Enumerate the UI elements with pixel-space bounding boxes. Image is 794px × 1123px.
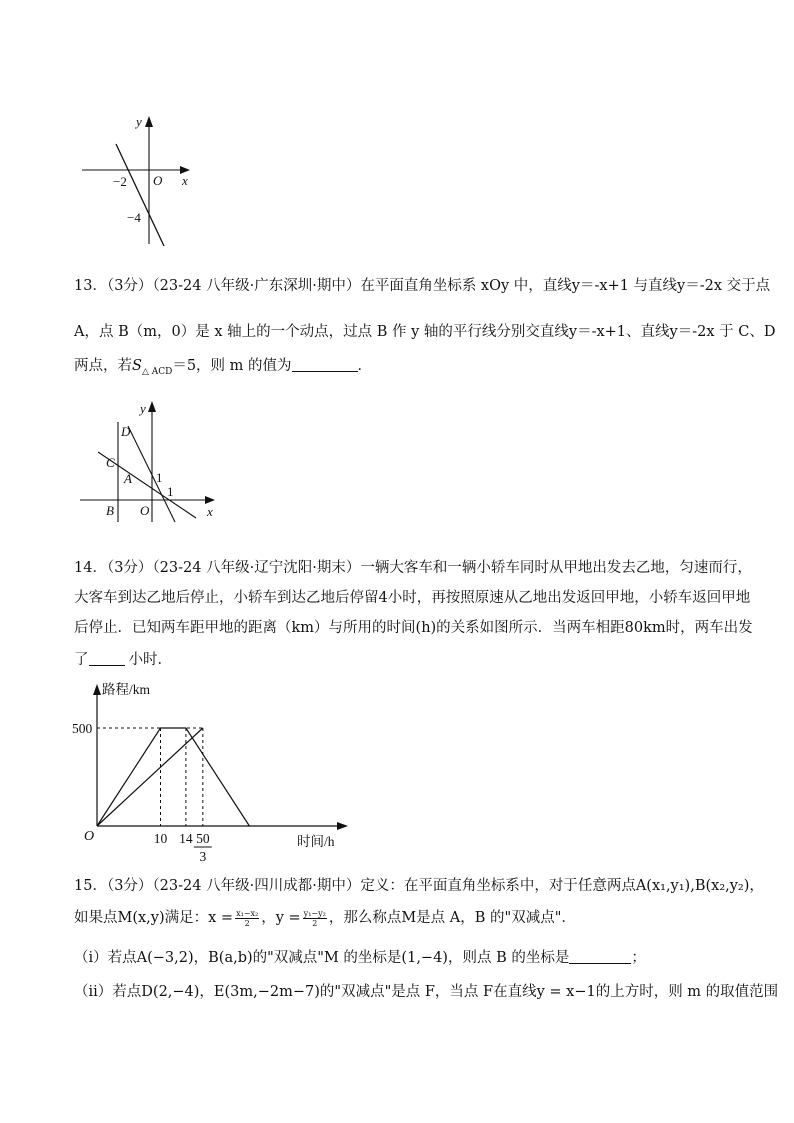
- q14-text-1: 一辆大客车和一辆小轿车同时从甲地出发去乙地，匀速而行，: [360, 560, 752, 576]
- x-tick-fraction-numerator: 50: [196, 831, 210, 846]
- y-label: y: [136, 114, 142, 129]
- x-tick-label-14: 14: [179, 831, 193, 846]
- x-axis-arrow-icon: [205, 496, 215, 504]
- q14-line-3: [74, 618, 753, 638]
- q15-part-1-label: （i）: [74, 950, 108, 966]
- x-tick-fraction-denominator: 3: [199, 849, 207, 864]
- figure-q14-chart: [66, 676, 366, 866]
- q15-part-1: [74, 948, 724, 968]
- q15-text-1: 定义：在平面直角坐标系中，对于任意两点A(x₁,y₁),B(x₂,y₂)，: [360, 878, 764, 894]
- x-axis-arrow-icon: [337, 822, 348, 830]
- q13-number: 13．（3分）: [74, 278, 153, 294]
- q15-number: 15．（3分）: [74, 878, 153, 894]
- q13-text-3-suffix: ．: [357, 358, 373, 374]
- y-axis-arrow-icon: [148, 401, 156, 412]
- q13-source: （23-24 八年级·广东深圳·期中）: [152, 278, 361, 294]
- x-one-label: 1: [167, 484, 174, 499]
- point-A-label: A: [124, 471, 132, 486]
- q15-line-1: [74, 876, 764, 896]
- q14-line-4: [74, 650, 724, 670]
- x-axis-label: 时间/h: [297, 834, 335, 849]
- q15-source: （23-24 八年级·四川成都·期中）: [152, 878, 361, 894]
- y-one-label: 1: [156, 470, 163, 485]
- q13-area-symbol: S: [132, 358, 142, 374]
- q13-text-1: 在平面直角坐标系 xOy 中，直线y＝-x+1 与直线y＝-2x 交于点: [360, 278, 771, 294]
- x-intercept-label: −2: [113, 174, 127, 189]
- origin-label: O: [84, 829, 95, 844]
- q14-text-3: 后停止．已知两车距甲地的距离（km）与所用的时间(h)的关系如图所示．当两车相距80km时，两车出发: [74, 620, 753, 636]
- q15-fraction-y: [303, 909, 327, 928]
- y-tick-label-500: 500: [72, 721, 93, 736]
- chart-series: [97, 728, 249, 826]
- fraction-x-numerator: x₁−x₂: [236, 908, 259, 918]
- q13-line-1: [74, 276, 771, 296]
- q14-text-4-suffix: 小时．: [128, 652, 172, 668]
- series-line-bus: [97, 728, 203, 826]
- point-C-label: C: [106, 455, 115, 470]
- origin-label: O: [140, 503, 150, 518]
- y-axis-label: 路程/km: [102, 682, 151, 697]
- q14-source: （23-24 八年级·辽宁沈阳·期末）: [152, 560, 361, 576]
- q13-area-subscript: △ ACD: [141, 366, 173, 377]
- point-B-label: B: [106, 503, 114, 518]
- y-axis-arrow-icon: [93, 684, 101, 695]
- q14-answer-blank[interactable]: [89, 651, 125, 666]
- x-tick-label-10: 10: [153, 831, 168, 846]
- q14-text-2: 大客车到达乙地后停止，小轿车到达乙地后停留4小时，再按照原速从乙地出发返回甲地，小轿车返回甲地: [74, 590, 751, 606]
- q15-text-2-suffix: ，那么称点M是点 A，B 的"双减点"．: [328, 910, 576, 926]
- q13-answer-blank[interactable]: [292, 357, 358, 372]
- q15-part-2-label: （ii）: [74, 984, 113, 1000]
- q15-text-2-mid: ，y =: [261, 910, 301, 926]
- series-line-car: [97, 728, 249, 826]
- q15-part-1-end: ；: [631, 950, 646, 966]
- q13-text-3-prefix: 两点，若: [74, 358, 132, 374]
- q15-part-1-answer-blank[interactable]: [569, 949, 631, 964]
- q15-fraction-x: [235, 909, 259, 928]
- x-label: x: [182, 173, 188, 188]
- q15-part-2-text: 若点D(2,−4)，E(3m,−2m−7)的"双减点"是点 F，当点 F在直线y = x−1的上方时，则 m 的取值范围: [112, 984, 779, 1000]
- fraction-y-denominator: 2: [312, 918, 318, 928]
- q13-line-3: [74, 356, 724, 382]
- origin-label: O: [153, 173, 163, 188]
- q14-line-2: [74, 588, 751, 608]
- y-axis-arrow-icon: [145, 116, 153, 127]
- q15-line-2: [74, 908, 724, 928]
- q13-area-value: ＝5，则 m 的值为: [172, 358, 292, 374]
- point-D-label: D: [121, 424, 131, 439]
- q15-text-2-prefix: 如果点M(x,y)满足：x =: [74, 910, 234, 926]
- q14-line-1: [74, 558, 752, 578]
- q14-number: 14．（3分）: [74, 560, 153, 576]
- q13-text-2: A，点 B（m，0）是 x 轴上的一个动点，过点 B 作 y 轴的平行线分别交直线y＝-x+1、直线y＝-2x 于 C、D: [74, 324, 776, 340]
- y-label: y: [140, 401, 146, 416]
- fraction-y-numerator: y₁−y₂: [303, 908, 326, 918]
- figure-q12: [80, 112, 200, 252]
- y-intercept-label: −4: [127, 210, 141, 225]
- q13-line-2: [74, 322, 776, 342]
- q15-part-1-text: 若点A(−3,2)，B(a,b)的"双减点"M 的坐标是(1,−4)，则点 B 的坐标是: [107, 950, 570, 966]
- q14-text-4-prefix: 了: [74, 652, 89, 668]
- figure-q13: [78, 396, 228, 524]
- q15-part-2: [74, 982, 779, 1002]
- graph-line: [116, 144, 164, 246]
- fraction-x-denominator: 2: [244, 918, 250, 928]
- x-label: x: [207, 504, 213, 519]
